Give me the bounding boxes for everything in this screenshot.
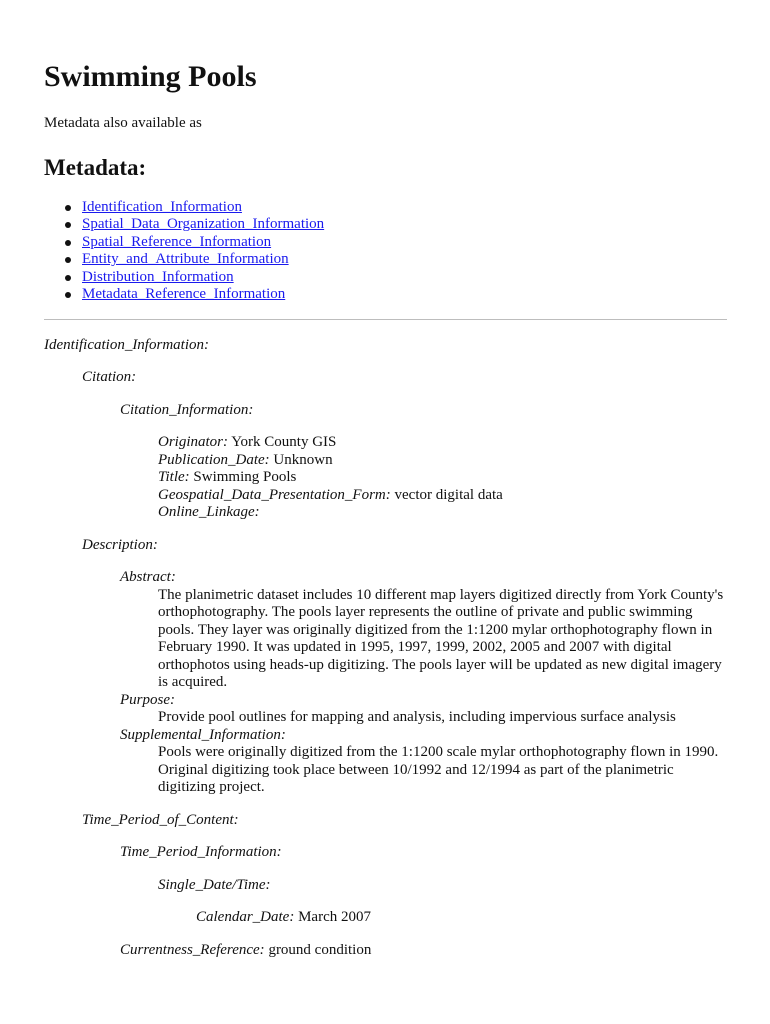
- purpose-text: Provide pool outlines for mapping and analysis, including impervious surface analysis: [158, 709, 676, 725]
- toc-list: [44, 199, 727, 304]
- linkage-row: [158, 504, 727, 522]
- calendar-date-value: March 2007: [298, 909, 371, 925]
- identification-label: Identification_Information:: [44, 336, 209, 353]
- bullet-icon: [65, 275, 71, 281]
- currentness-value: ground condition: [268, 941, 372, 958]
- bullet-icon: [65, 240, 71, 246]
- purpose-label: Purpose:: [120, 691, 175, 708]
- title-row: [158, 469, 727, 487]
- form-label: Geospatial_Data_Presentation_Form:: [158, 486, 391, 503]
- bullet-icon: [65, 292, 71, 298]
- bullet-icon: [65, 205, 71, 211]
- also-available-text: Metadata also available as: [44, 115, 202, 131]
- originator-value: York County GIS: [231, 434, 337, 450]
- currentness-label: Currentness_Reference:: [120, 941, 265, 958]
- single-date-label: Single_Date/Time:: [158, 876, 271, 893]
- supplemental-label: Supplemental_Information:: [120, 726, 286, 743]
- description-label: Description:: [82, 536, 158, 553]
- abstract-text: The planimetric dataset includes 10 different map layers digitized directly from York County's orthophotography. The pools layer represents the outline of private and public swimming pools. They layer was originally digitized from the 1:1200 mylar orthophotography flown in February 1990. It was updated in 1995, 1997, 1999, 2002, 2005 and 2007 with digital orthophotos using heads-up digitizing. The pools layer will be updated as new digital imagery is acquired.: [158, 586, 724, 690]
- pubdate-value: Unknown: [273, 451, 333, 468]
- linkage-label: Online_Linkage:: [158, 504, 260, 520]
- form-value: vector digital data: [394, 486, 503, 503]
- form-row: [158, 487, 727, 505]
- toc-link-distribution[interactable]: Distribution_Information: [82, 268, 234, 285]
- toc-link-identification[interactable]: Identification_Information: [82, 198, 242, 215]
- toc-item: [82, 216, 727, 234]
- bullet-icon: [65, 222, 71, 228]
- toc-link-entity-attribute[interactable]: Entity_and_Attribute_Information: [82, 251, 289, 267]
- identification-section: [44, 337, 727, 960]
- currentness-row: [120, 942, 727, 960]
- toc-item: [82, 199, 727, 217]
- pubdate-row: [158, 452, 727, 470]
- citation-label: Citation:: [82, 369, 137, 385]
- divider: [44, 319, 727, 320]
- pubdate-label: Publication_Date:: [158, 451, 270, 468]
- supplemental-text: Pools were originally digitized from the 1:1200 scale mylar orthophotography flown in 1990. Original digitizing took place between 10/1992 and 12/1994 as part of the planimetric digitizing project.: [158, 744, 719, 795]
- toc-link-spatial-data-organization[interactable]: Spatial_Data_Organization_Information: [82, 216, 325, 232]
- time-period-info-label: Time_Period_Information:: [120, 844, 282, 860]
- time-period-label: Time_Period_of_Content:: [82, 811, 239, 828]
- abstract-label: Abstract:: [120, 569, 176, 585]
- toc-item: [82, 234, 727, 252]
- calendar-date-row: [196, 909, 727, 927]
- citation-fields: [158, 434, 727, 522]
- citation-info-label: Citation_Information:: [120, 401, 254, 418]
- toc-item: [82, 251, 727, 269]
- description-block: [120, 569, 727, 797]
- toc-link-spatial-reference[interactable]: Spatial_Reference_Information: [82, 233, 272, 250]
- originator-label: Originator:: [158, 434, 229, 450]
- calendar-date-label: Calendar_Date:: [196, 909, 295, 925]
- page-title: Swimming Pools: [44, 60, 257, 93]
- toc-item: [82, 286, 727, 304]
- metadata-heading: Metadata:: [44, 154, 147, 180]
- originator-row: [158, 434, 727, 452]
- title-value: Swimming Pools: [193, 469, 297, 485]
- title-label: Title:: [158, 469, 190, 485]
- toc-link-metadata-reference[interactable]: Metadata_Reference_Information: [82, 286, 286, 302]
- toc-item: [82, 269, 727, 287]
- bullet-icon: [65, 257, 71, 263]
